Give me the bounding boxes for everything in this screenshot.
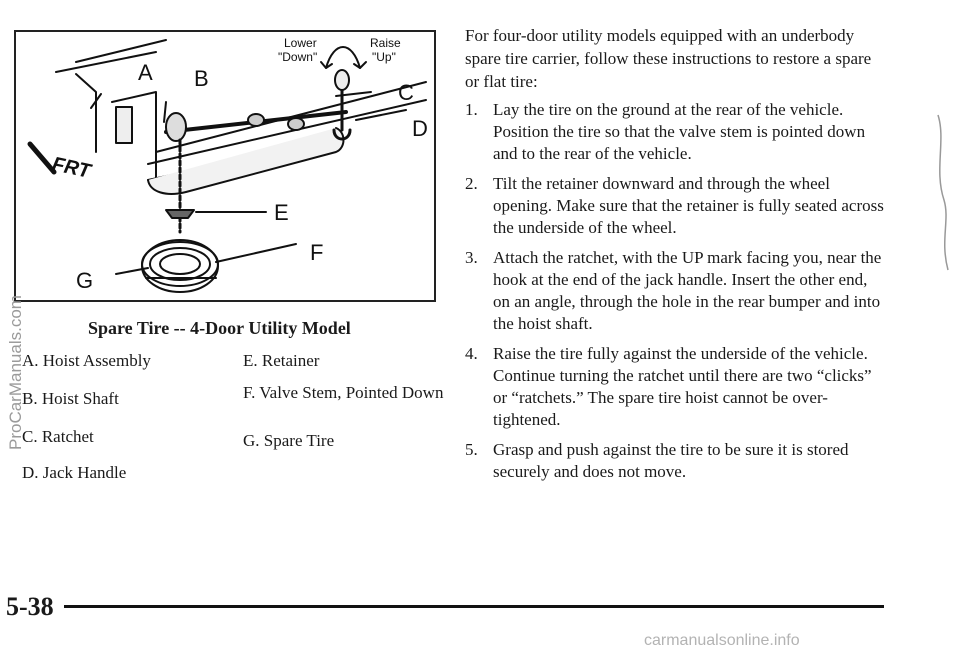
step-5 bbox=[465, 439, 885, 483]
lower-down-label: "Down" bbox=[278, 50, 318, 64]
figure-caption: Spare Tire -- 4-Door Utility Model bbox=[88, 318, 351, 338]
step-number: 4. bbox=[465, 344, 478, 363]
legend-item-e: E. Retainer bbox=[243, 351, 320, 370]
bottom-watermark: carmanualsonline.info bbox=[644, 632, 800, 649]
step-2 bbox=[465, 173, 885, 239]
raise-up-label: "Up" bbox=[372, 50, 396, 64]
callout-f: F bbox=[310, 240, 324, 265]
page-number: 5-38 bbox=[6, 592, 54, 621]
step-1 bbox=[465, 99, 885, 165]
step-3 bbox=[465, 247, 885, 335]
step-number: 3. bbox=[465, 248, 478, 267]
legend-item-b: B. Hoist Shaft bbox=[22, 389, 119, 408]
step-number: 1. bbox=[465, 100, 478, 119]
legend-item-g: G. Spare Tire bbox=[243, 431, 335, 450]
side-watermark: ProCarManuals.com bbox=[6, 295, 25, 450]
step-text: Lay the tire on the ground at the rear of the vehicle. Position the tire so that the valve stem is pointed down and to the rear of the vehicle. bbox=[493, 100, 866, 163]
raise-label: Raise bbox=[370, 36, 401, 50]
steps-list bbox=[465, 99, 885, 483]
legend-item-a: A. Hoist Assembly bbox=[22, 351, 151, 370]
step-text: Raise the tire fully against the underside of the vehicle. Continue turning the ratchet until there are two “clicks” or “ratchets.” The spare tire hoist cannot be over-tightened. bbox=[493, 344, 872, 429]
step-number: 2. bbox=[465, 174, 478, 193]
step-text: Grasp and push against the tire to be sure it is stored securely and does not move. bbox=[493, 440, 849, 481]
legend-item-c: C. Ratchet bbox=[22, 427, 94, 446]
callout-d: D bbox=[412, 116, 428, 141]
callout-g: G bbox=[76, 268, 94, 293]
step-number: 5. bbox=[465, 440, 478, 459]
callout-c: C bbox=[398, 80, 414, 105]
step-4 bbox=[465, 343, 885, 431]
page-rule-divider bbox=[64, 605, 884, 608]
lower-label: Lower bbox=[284, 36, 317, 50]
step-text: Attach the ratchet, with the UP mark facing you, near the hook at the end of the jack handle. Insert the other end, on an angle, through the hole in the rear bumper and into the hoist shaft. bbox=[493, 248, 882, 333]
intro-paragraph: For four-door utility models equipped with an underbody spare tire carrier, follow these instructions to restore a spare or flat tire: bbox=[465, 26, 872, 91]
callout-e: E bbox=[274, 200, 289, 225]
callout-b: B bbox=[194, 66, 209, 91]
spare-tire-illustration bbox=[14, 30, 436, 302]
legend-item-f: F. Valve Stem, Pointed Down bbox=[243, 383, 444, 402]
callout-a: A bbox=[138, 60, 153, 85]
legend-item-d: D. Jack Handle bbox=[22, 463, 127, 482]
step-text: Tilt the retainer downward and through the wheel opening. Make sure that the retainer is fully seated across the underside of the wheel. bbox=[493, 174, 884, 237]
front-direction-label: FRT bbox=[50, 153, 93, 183]
instructions-column bbox=[465, 24, 885, 491]
page-edge-mark bbox=[928, 110, 958, 280]
